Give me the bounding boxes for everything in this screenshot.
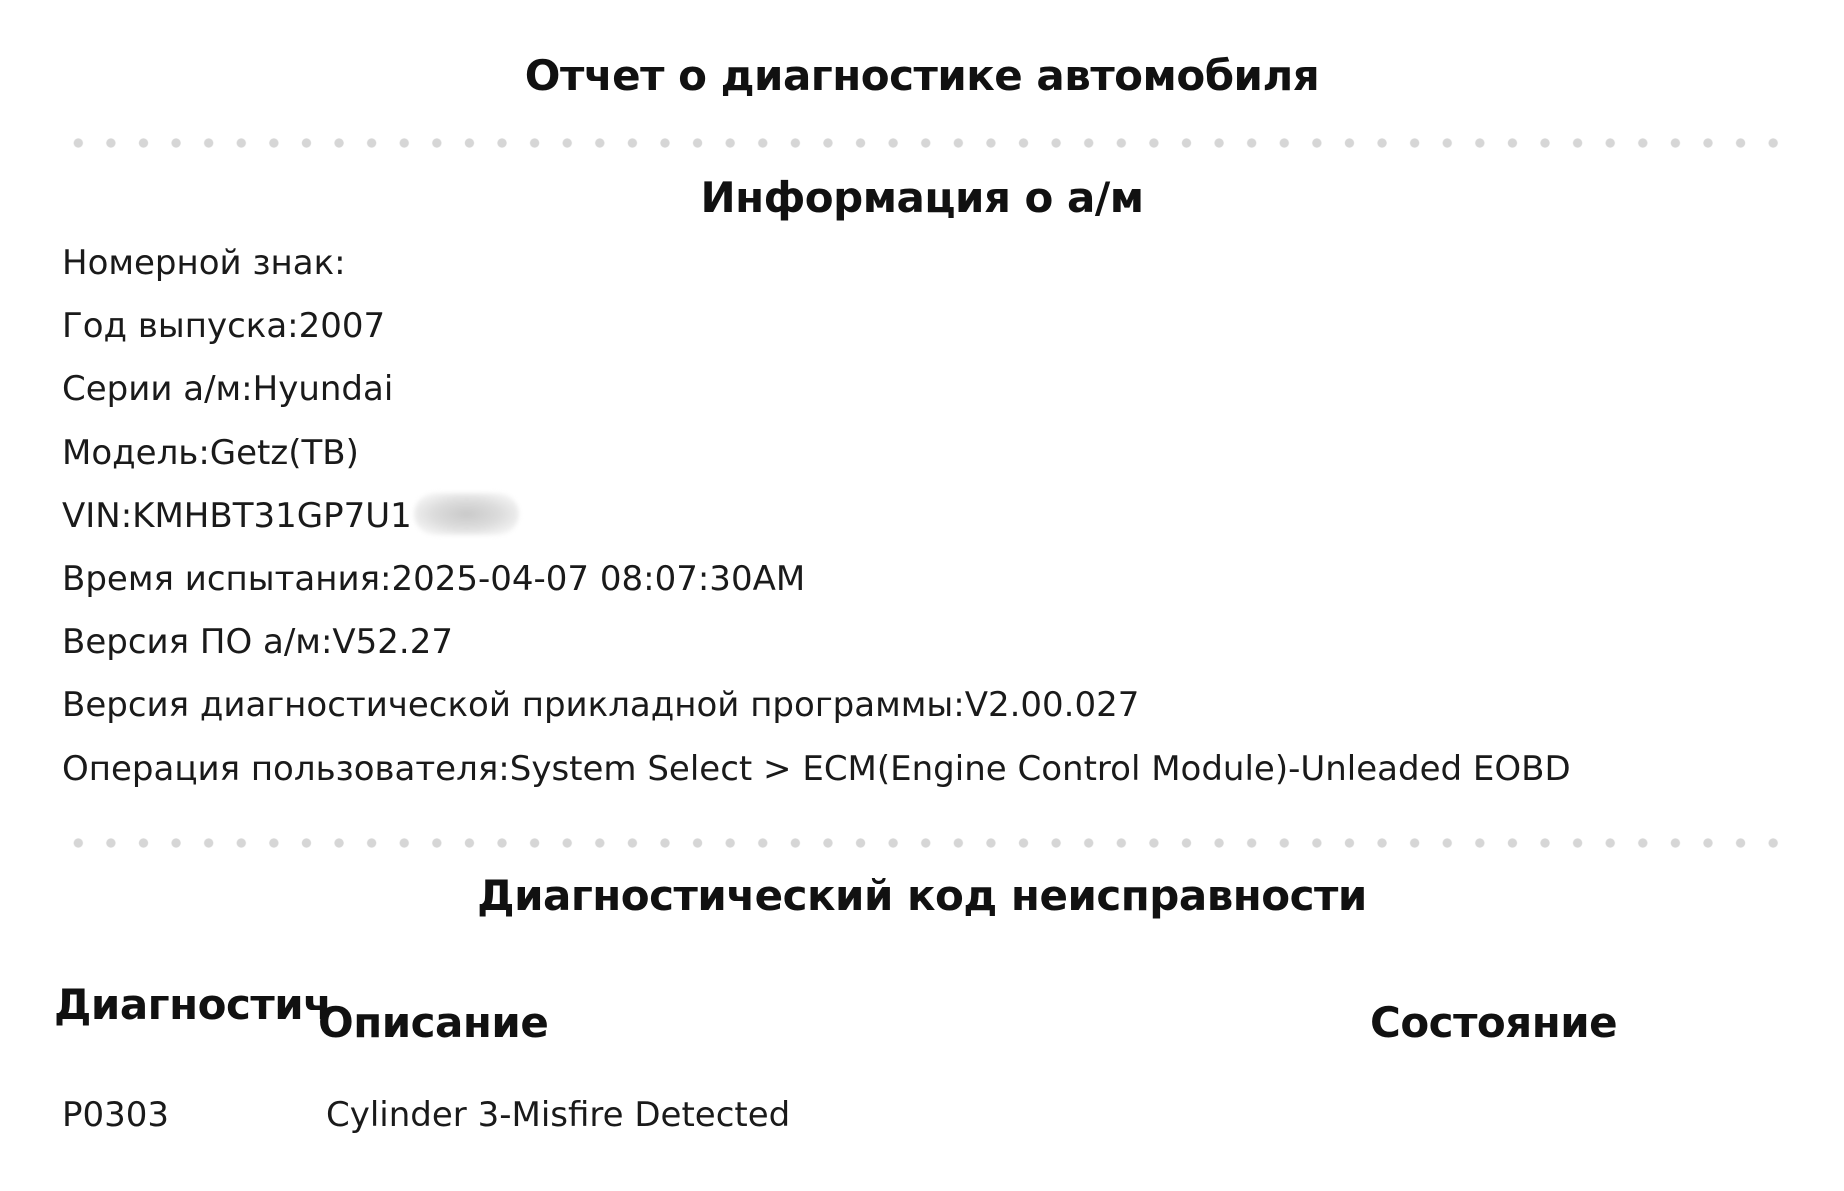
vehicle-info-title: Информация о а/м — [700, 173, 1144, 222]
info-row-text: VIN:KMHBT31GP7U1 — [62, 495, 412, 536]
info-row-text: Версия ПО а/м:V52.27 — [62, 622, 453, 663]
info-row-app-version — [62, 674, 1571, 737]
dotted-divider — [62, 838, 1792, 848]
dtc-code-cell: P0303 — [62, 1095, 170, 1135]
info-row-model — [62, 422, 1571, 485]
dotted-divider — [62, 138, 1792, 148]
info-row-year — [62, 295, 1571, 358]
info-row-software-version — [62, 611, 1571, 674]
dtc-header-status: Состояние — [1370, 998, 1618, 1047]
info-row-text: Модель:Getz(TB) — [62, 432, 359, 473]
info-row-test-time — [62, 548, 1571, 611]
report-title: Отчет о диагностике автомобиля — [524, 51, 1320, 100]
info-row-text: Операция пользователя:System Select > ECM(Engine Control Module)-Unleaded EOBD — [62, 748, 1571, 789]
dtc-description-cell: Cylinder 3-Misfire Detected — [326, 1095, 791, 1135]
info-row-text: Серии а/м:Hyundai — [62, 369, 394, 410]
dtc-header-description: Описание — [318, 998, 549, 1047]
dtc-header-code: Диагностич — [54, 980, 332, 1029]
info-row-text: Время испытания:2025-04-07 08:07:30AM — [62, 558, 806, 599]
info-row-vin — [62, 485, 1571, 548]
info-row-text: Версия диагностической прикладной программы:V2.00.027 — [62, 685, 1140, 726]
info-row-license-plate — [62, 232, 1571, 295]
vehicle-info-list — [62, 232, 1571, 801]
vin-redaction-blur — [414, 493, 519, 535]
info-row-text: Год выпуска:2007 — [62, 306, 386, 347]
dtc-section-title: Диагностический код неисправности — [477, 871, 1367, 920]
info-row-series — [62, 358, 1571, 421]
info-row-user-operation — [62, 738, 1571, 801]
info-row-text: Номерной знак: — [62, 243, 346, 283]
